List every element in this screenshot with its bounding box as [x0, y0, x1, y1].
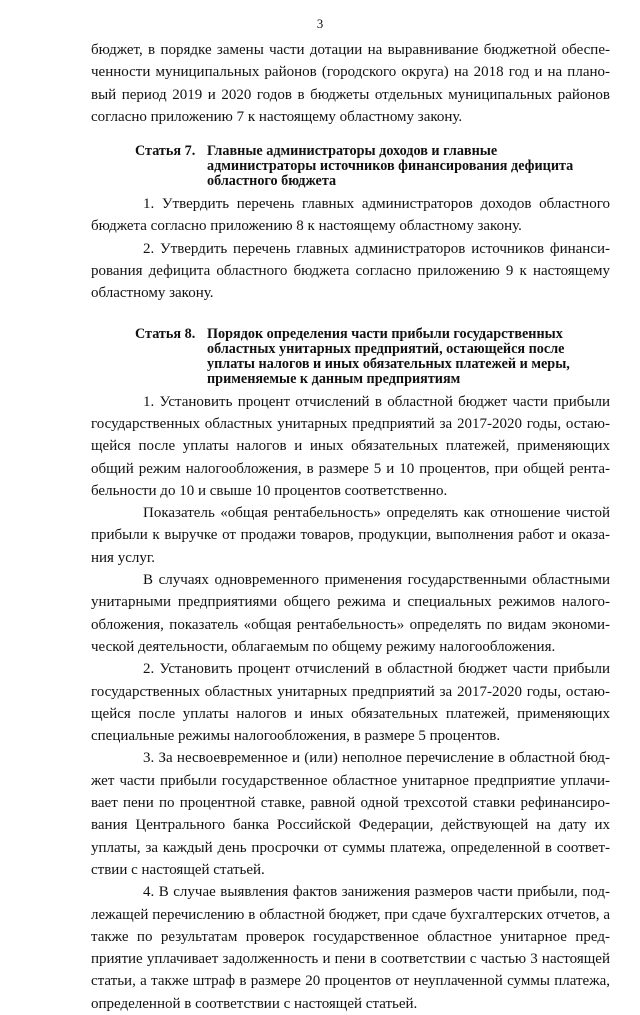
article-8-paragraph-2: Показатель «общая рентабельность» определять как отношение чистой прибыли к выручке от продажи товаров, продукции, выполнения работ и оказания услуг. [91, 505, 610, 566]
article-7-heading [91, 144, 610, 189]
article-8-paragraph-1: 1. Установить процент отчислений в областной бюджет части прибыли государственных областных унитарных предприятий за 2017-2020 годы, остающейся после уплаты налогов и иных обязательных платежей, применяющих общий режим налогообложения, в размере 5 и 10 процентов, при общей рентабельности до 10 и свыше 10 процентов соответственно. [91, 393, 610, 499]
article-8-heading [91, 327, 610, 387]
article-7-label: Статья 7. [135, 143, 196, 160]
article-8-label: Статья 8. [135, 325, 196, 342]
article-8-paragraph-5: 3. За несвоевременное и (или) неполное перечисление в областной бюджет части прибыли государственное областное унитарное предприятие уплачивает пени по процентной ставке, равной одной трехсотой ставки рефинансирования Центрального банка Российской Федерации, действующей на дату их уплаты, за каждый день просрочки от суммы платежа, определенной в соответствии с настоящей статьей. [91, 750, 610, 878]
intro-paragraph: бюджет, в порядке замены части дотации на выравнивание бюджетной обеспеченности муниципальных районов (городского округа) на 2018 год и на плановый период 2019 и 2020 годов в бюджеты отдельных муниципальных районов согласно приложению 7 к настоящему областному закону. [91, 42, 610, 125]
article-7-paragraph-2: 2. Утвердить перечень главных администраторов источников финансирования дефицита областного бюджета согласно приложению 9 к настоящему областному закону. [91, 240, 610, 302]
article-8-paragraph-3: В случаях одновременного применения государственными областными унитарными предприятиями общего режима и специальных режимов налогообложения, показатель «общая рентабельность» определять по видам экономической деятельности, облагаемым по общему режиму налогообложения. [91, 572, 610, 655]
article-8-paragraph-4: 2. Установить процент отчислений в областной бюджет части прибыли государственных областных унитарных предприятий за 2017-2020 годы, остающейся после уплаты налогов и иных обязательных платежей, применяющих специальные режимы налогообложения, в размере 5 процентов. [91, 661, 610, 745]
page-number: 3 [316, 16, 324, 31]
document-body [91, 39, 610, 1015]
article-7-title: Главные администраторы доходов и главные администраторы источников финансирования дефицита областного бюджета [207, 143, 574, 190]
article-8-title: Порядок определения части прибыли государственных областных унитарных предприятий, остающейся после уплаты налогов и иных обязательных платежей и меры, применяемые к данным предприятиям [207, 325, 570, 387]
article-7-paragraph-1: 1. Утвердить перечень главных администраторов доходов областного бюджета согласно приложению 8 к настоящему областному закону. [91, 196, 610, 235]
article-8-paragraph-6: 4. В случае выявления фактов занижения размеров части прибыли, подлежащей перечислению в областной бюджет, при сдаче бухгалтерских отчетов, а также по результатам проверок государственное областное унитарное предприятие уплачивает задолженность и пени в соответствии с частью 3 настоящей статьи, а также штраф в размере 20 процентов от неуплаченной суммы платежа, определенной в соответствии с настоящей статьей. [91, 884, 610, 1012]
